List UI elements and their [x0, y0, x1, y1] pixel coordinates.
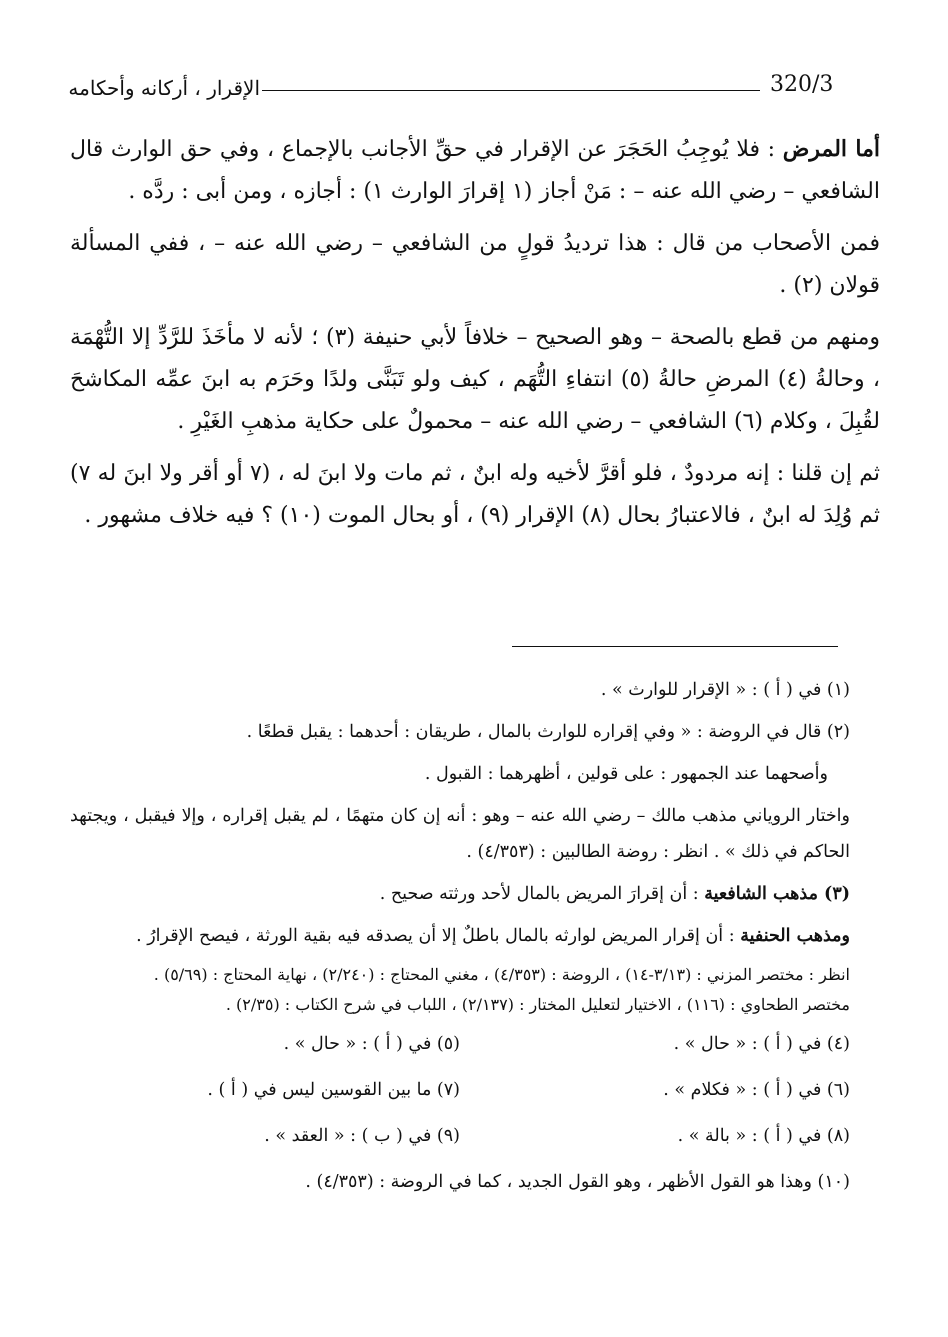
footnotes [70, 672, 850, 1206]
running-title: الإقرار ، أركانه وأحكامه [68, 76, 260, 100]
paragraph-1 [70, 128, 880, 213]
page-number: 320/3 [770, 72, 834, 97]
footnote-3-hanafi-text: : أن إقرار المريض لوارثه بالمال باطلٌ إلا أن يصدقه فيه بقية الورثة ، فيصح الإقرارُ . [136, 926, 741, 946]
footnote-3-hanafi [70, 918, 850, 954]
footnote-1: (١) في ( أ ) : « الإقرار للوارث » . [600, 680, 850, 700]
footnote-6: (٦) في ( أ ) : « فكلام » . [663, 1080, 850, 1100]
main-text [70, 128, 880, 547]
footnote-3-lead: (٣) مذهب الشافعية [704, 884, 850, 904]
footnote-2-continued-2: واختار الروياني مذهب مالك – رضي الله عنه – وهو : أنه إن كان متهمًا ، لم يقبل إقراره ، وإلا فيقبل ، ويجتهد الحاكم في ذلك » . انظر : روضة الطالبين : (٤/٣٥٣) . [70, 806, 850, 862]
footnote-2: (٢) قال في الروضة : « وفي إقراره للوارث بالمال ، طريقان : أحدهما : يقبل قطعًا . [246, 722, 850, 742]
footnote-9: (٩) في ( ب ) : « العقد » . [264, 1126, 460, 1146]
footnote-row-4-5 [70, 1026, 850, 1062]
footnote-2-continued: وأصحهما عند الجمهور : على قولين ، أظهرهما : القبول . [424, 764, 828, 784]
footnote-3-hanafi-lead: ومذهب الحنفية [740, 926, 850, 946]
footnote-row-8-9 [70, 1118, 850, 1154]
paragraph-4: ثم إن قلنا : إنه مردودٌ ، فلو أقرَّ لأخيه وله ابنٌ ، ثم مات ولا ابنَ له ، (٧ أو أقر ولا ابنَ له ٧) ثم وُلِدَ له ابنٌ ، فالاعتبارُ بحال (٨) الإقرار (٩) ، أو بحال الموت (١٠) ؟ فيه خلاف مشهور . [70, 461, 880, 528]
paragraph-3: ومنهم من قطع بالصحة – وهو الصحيح – خلافاً لأبي حنيفة (٣) ؛ لأنه لا مأخَذَ للرَّدِّ إلا التُّهْمَة ، وحالةُ (٤) المرضِ حالةُ (٥) انتفاءِ التُّهَم ، كيف ولو تَبَنَّى ولدًا وحَرَم به ابنَ عمِّه المكاشحَ لقُبِلَ ، وكلام (٦) الشافعي – رضي الله عنه – محمولٌ على حكاية مذهبِ الغَيْرِ . [70, 325, 880, 434]
footnote-row-6-7 [70, 1072, 850, 1108]
paragraph-2: فمن الأصحاب من قال : هذا ترديدُ قولٍ من الشافعي – رضي الله عنه – ، ففي المسألة قولان (٢) . [70, 231, 880, 298]
footnote-8: (٨) في ( أ ) : « بالة » . [677, 1126, 850, 1146]
footnote-3 [70, 876, 850, 912]
footnote-3-citation-1: انظر : مختصر المزني : (٣/١٣-١٤) ، الروضة : (٤/٣٥٣) ، مغني المحتاج : (٢/٢٤٠) ، نهاية المحتاج : (٥/٦٩) . [153, 965, 850, 984]
footnote-separator [512, 646, 838, 647]
footnote-3-citation-2: مختصر الطحاوي : (١١٦) ، الاختيار لتعليل المختار : (٢/١٣٧) ، اللباب في شرح الكتاب : (٢/٣٥) . [225, 995, 850, 1014]
paragraph-1-text: : فلا يُوجِبُ الحَجَرَ عن الإقرار في حقِّ الأجانب بالإجماع ، وفي حق الوارث قال الشافعي – رضي الله عنه – : مَنْ أجاز (١ إقرارَ الوارث ١) : أجازه ، ومن أبى : ردَّه . [70, 137, 880, 204]
footnote-3-text: : أن إقرارَ المريض بالمال لأحد ورثته صحيح . [379, 884, 705, 904]
footnote-7: (٧) ما بين القوسين ليس في ( أ ) . [207, 1080, 460, 1100]
footnote-10: (١٠) وهذا هو القول الأظهر ، وهو القول الجديد ، كما في الروضة : (٤/٣٥٣) . [305, 1172, 850, 1192]
footnote-5: (٥) في ( أ ) : « حال » . [283, 1034, 460, 1054]
footnote-4: (٤) في ( أ ) : « حال » . [673, 1034, 850, 1054]
paragraph-1-lead: أما المرض [782, 136, 880, 162]
header-rule [262, 90, 760, 91]
